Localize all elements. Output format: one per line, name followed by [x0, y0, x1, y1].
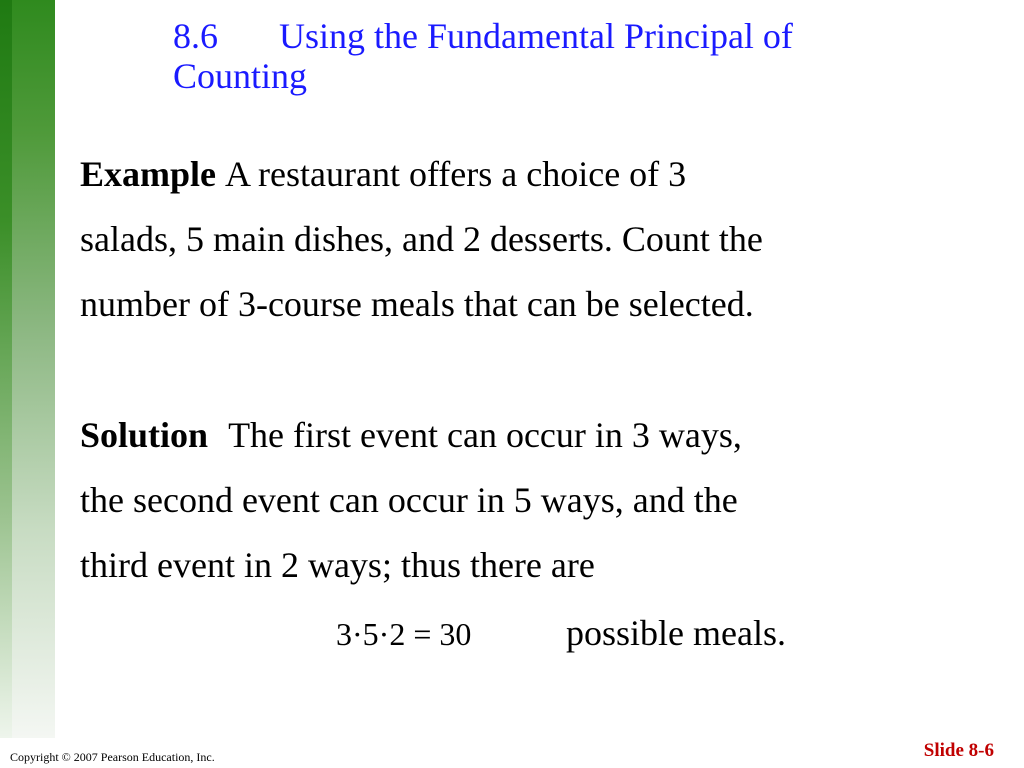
copyright-notice: Copyright © 2007 Pearson Education, Inc. — [10, 750, 215, 764]
title-line-1: Using the Fundamental Principal of — [279, 16, 793, 56]
solution-line-1: The first event can occur in 3 ways, — [228, 415, 742, 455]
solution-line-2: the second event can occur in 5 ways, and the — [80, 480, 738, 520]
slide-number: Slide 8-6 — [923, 740, 994, 761]
example-line-3: number of 3-course meals that can be selected. — [80, 284, 754, 324]
equation: 3·5·2 = 30 — [336, 616, 472, 652]
decorative-side-bar-edge — [0, 0, 12, 738]
example-paragraph — [80, 142, 980, 337]
section-number: 8.6 — [173, 16, 218, 56]
example-label: Example — [80, 154, 217, 194]
solution-line-3: third event in 2 ways; thus there are — [80, 545, 595, 585]
solution-paragraph — [80, 403, 980, 598]
example-line-2: salads, 5 main dishes, and 2 desserts. Count the — [80, 219, 763, 259]
example-line-1: A restaurant offers a choice of 3 — [225, 154, 687, 194]
solution-label: Solution — [80, 415, 209, 455]
title-line-2: Counting — [173, 56, 308, 96]
equation-result-text: possible meals. — [566, 613, 786, 653]
slide-title — [173, 16, 973, 96]
